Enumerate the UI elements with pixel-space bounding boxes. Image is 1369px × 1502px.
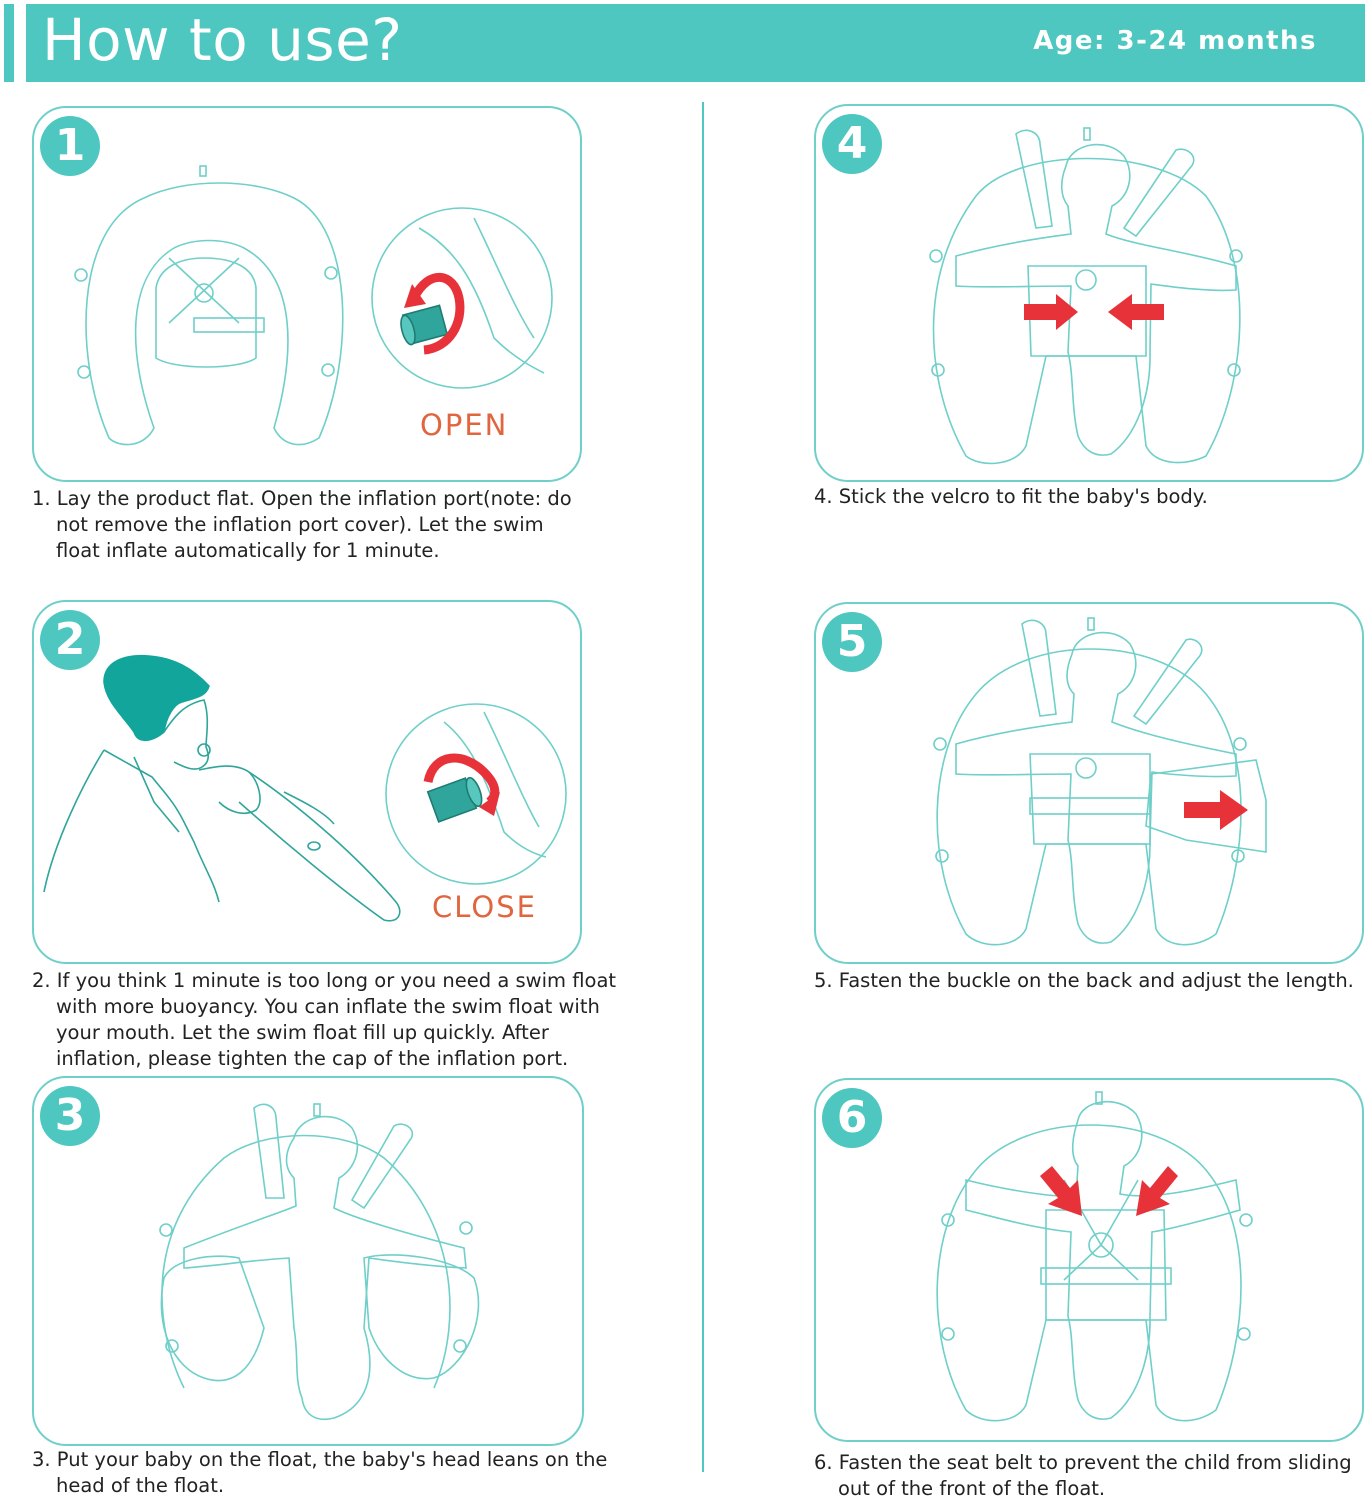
step-6-panel: [814, 1078, 1364, 1442]
close-label: CLOSE: [432, 890, 537, 924]
step-4-illustration: [816, 106, 1362, 480]
step-4-caption: [814, 484, 1354, 510]
step-2-text: 2. If you think 1 minute is too long or you need a swim float with more buoyancy. You can inflate the swim float with your mouth. Let the swim float fill up quickly. After inflation, please tighten the cap of the inflation port.: [32, 969, 617, 1070]
step-4-text: 4. Stick the velcro to fit the baby's body.: [814, 485, 1208, 508]
step-5-caption: [814, 968, 1354, 994]
step-5-illustration: [816, 604, 1362, 962]
step-2-badge: 2: [40, 610, 100, 670]
open-label: OPEN: [420, 408, 509, 442]
step-3-badge: 3: [40, 1086, 100, 1146]
age-range: Age: 3-24 months: [1033, 26, 1317, 56]
step-3-panel: [32, 1076, 584, 1446]
step-3-text: 3. Put your baby on the float, the baby's head leans on the head of the float.: [32, 1448, 608, 1497]
step-4-badge: 4: [822, 114, 882, 174]
step-1-caption: [32, 486, 592, 564]
step-5-panel: [814, 602, 1364, 964]
step-4-panel: [814, 104, 1364, 482]
step-2-panel: [32, 600, 582, 964]
step-2-caption: [32, 968, 632, 1072]
step-5-badge: 5: [822, 612, 882, 672]
step-6-illustration: [816, 1080, 1362, 1440]
column-divider: [702, 102, 704, 1472]
header-bar: [26, 4, 1365, 82]
step-6-text: 6. Fasten the seat belt to prevent the child from sliding out of the front of the float.: [814, 1451, 1352, 1500]
page-title: How to use?: [42, 6, 403, 74]
step-1-panel: [32, 106, 582, 482]
step-3-caption: [32, 1447, 632, 1499]
header-accent-bar: [4, 4, 14, 82]
step-6-badge: 6: [822, 1088, 882, 1148]
step-1-text: 1. Lay the product flat. Open the inflation port(note: do not remove the inflation port cover). Let the swim float inflate automatically for 1 minute.: [32, 487, 572, 562]
step-5-text: 5. Fasten the buckle on the back and adjust the length.: [814, 969, 1354, 992]
step-3-illustration: [34, 1078, 582, 1444]
step-1-badge: 1: [40, 116, 100, 176]
step-6-caption: [814, 1450, 1354, 1502]
